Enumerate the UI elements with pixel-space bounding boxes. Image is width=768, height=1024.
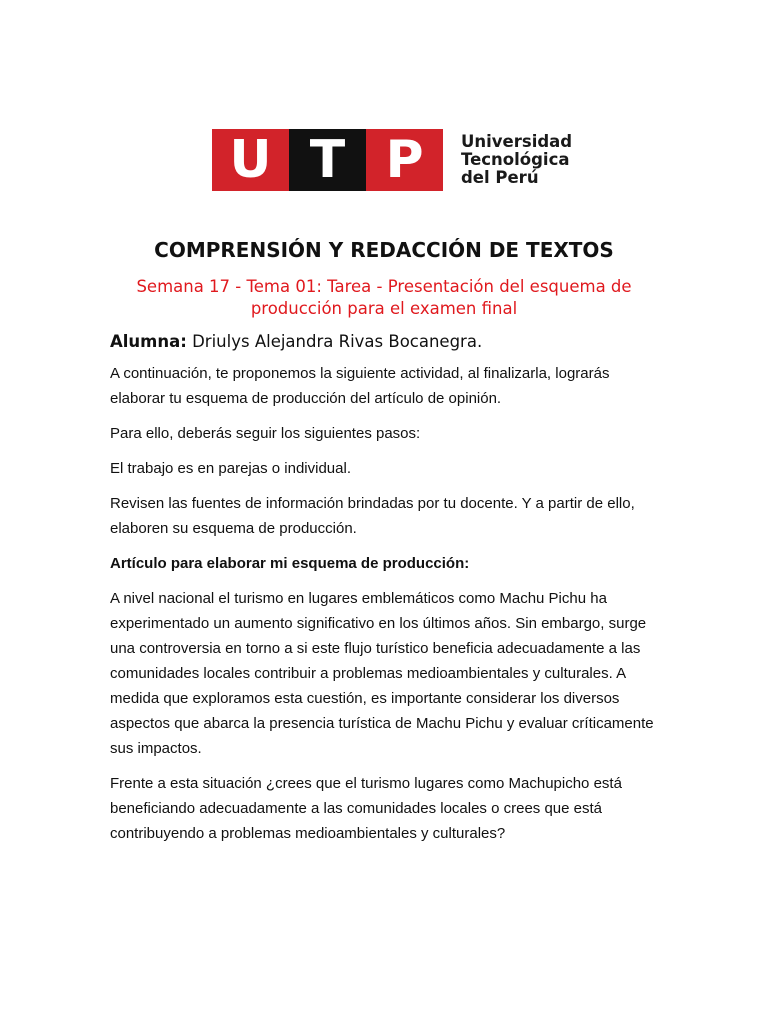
logo-text-line: del Perú [461, 168, 539, 187]
document-body [110, 361, 658, 856]
logo-text-line: Tecnológica [461, 150, 570, 169]
logo-letter-blocks [212, 129, 443, 191]
logo-letter-u: U [212, 129, 289, 191]
student-label: Alumna: [110, 332, 187, 351]
logo-letter-p: P [366, 129, 443, 191]
logo-text-line: Universidad [461, 132, 573, 151]
paragraph-article-heading: Artículo para elaborar mi esquema de producción: [110, 555, 470, 572]
student-line [110, 332, 482, 351]
paragraph-sources: Revisen las fuentes de información brindadas por tu docente. Y a partir de ello, elaboren su esquema de producción. [110, 495, 635, 537]
logo-letter-t: T [289, 129, 366, 191]
paragraph-intro: A continuación, te proponemos la siguiente actividad, al finalizarla, lograrás elaborar tu esquema de producción del artículo de opinión. [110, 365, 610, 407]
logo-wordmark [461, 133, 572, 187]
document-title: COMPRENSIÓN Y REDACCIÓN DE TEXTOS [154, 238, 614, 262]
paragraph-work-mode: El trabajo es en parejas o individual. [110, 460, 351, 477]
paragraph-question: Frente a esta situación ¿crees que el turismo lugares como Machupicho está beneficiando adecuadamente a las comunidades locales o crees que está contribuyendo a problemas medioambientales y culturales? [110, 775, 622, 842]
paragraph-article-body: A nivel nacional el turismo en lugares emblemáticos como Machu Pichu ha experimentado un aumento significativo en los últimos años. Sin embargo, surge una controversia en torno a si este flujo turístico beneficia adecuadamente a las comunidades locales contribuir a problemas medioambientales y culturales. A medida que exploramos esta cuestión, es importante considerar los diversos aspectos que abarca la presencia turística de Machu Pichu y evaluar críticamente sus impactos. [110, 590, 654, 757]
paragraph-steps: Para ello, deberás seguir los siguientes pasos: [110, 425, 421, 442]
student-name: Driulys Alejandra Rivas Bocanegra. [186, 332, 483, 351]
document-subtitle: Semana 17 - Tema 01: Tarea - Presentación del esquema de producción para el examen final [136, 277, 632, 318]
utp-logo [212, 129, 572, 191]
